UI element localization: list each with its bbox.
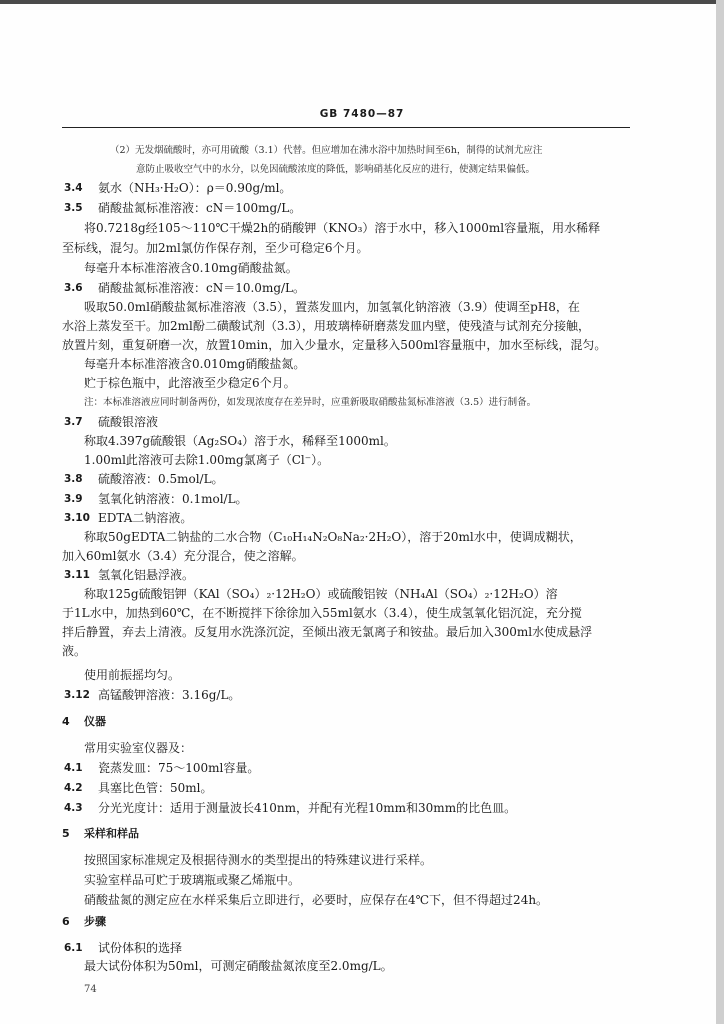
- body-line: 放置片刻，重复研磨一次，放置10min，加入少量水，定量移入500ml容量瓶中，加水至标线，混匀。: [62, 338, 607, 352]
- header-rule: [62, 127, 630, 128]
- clause-number: 3.6: [64, 282, 83, 294]
- note-line: （2）无发烟硫酸时，亦可用硫酸（3.1）代替。但应增加在沸水浴中加热时间至6h，制得的试剂尤应注: [110, 145, 543, 156]
- body-line: 吸取50.0ml硝酸盐氮标准溶液（3.5），置蒸发皿内，加氢氧化钠溶液（3.9）使调至pH8，在: [84, 300, 580, 314]
- section-number: 6: [62, 915, 70, 928]
- clause-text: 具塞比色管：50ml。: [98, 781, 213, 795]
- section-number: 5: [62, 827, 70, 840]
- body-line: 拌后静置，弃去上清液。反复用水洗涤沉淀，至倾出液无氯离子和铵盐。最后加入300ml水使成悬浮: [62, 625, 593, 639]
- clause-number: 4.2: [64, 782, 83, 794]
- body-line: 称取50gEDTA二钠盐的二水合物（C₁₀H₁₄N₂O₈Na₂·2H₂O），溶于20ml水中，使调成糊状，: [84, 530, 582, 544]
- note-line: 注：本标准溶液应同时制备两份，如发现浓度存在差异时，应重新吸取硝酸盐氮标准溶液（3.5）进行制备。: [84, 397, 537, 408]
- clause-text: 分光光度计：适用于测量波长410nm，并配有光程10mm和30mm的比色皿。: [98, 801, 517, 815]
- clause-text: EDTA二钠溶液。: [98, 511, 193, 525]
- note-line: 意防止吸收空气中的水分，以免因硫酸浓度的降低，影响硝基化反应的进行，使测定结果偏低。: [136, 164, 536, 175]
- clause-number: 3.8: [64, 473, 83, 485]
- page-number: 74: [84, 984, 97, 995]
- scan-top-edge: [0, 0, 724, 4]
- body-line: 至标线，混匀。加2ml氯仿作保存剂，至少可稳定6个月。: [62, 241, 369, 255]
- clause-text: 氨水（NH₃·H₂O）：ρ＝0.90g/ml。: [98, 181, 292, 195]
- clause-text: 高锰酸钾溶液：3.16g/L。: [98, 688, 241, 702]
- standard-header: GB 7480—87: [319, 108, 405, 120]
- body-line: 硝酸盐氮的测定应在水样采集后立即进行，必要时，应保存在4℃下，但不得超过24h。: [84, 893, 549, 907]
- clause-text: 硝酸盐氮标准溶液：cN＝10.0mg/L。: [98, 281, 306, 295]
- body-line: 1.00ml此溶液可去除1.00mg氯离子（Cl⁻）。: [84, 453, 330, 467]
- body-line: 最大试份体积为50ml，可测定硝酸盐氮浓度至2.0mg/L。: [84, 959, 393, 973]
- body-line: 每毫升本标准溶液含0.10mg硝酸盐氮。: [84, 261, 298, 275]
- body-line: 每毫升本标准溶液含0.010mg硝酸盐氮。: [84, 357, 306, 371]
- scan-right-edge: [716, 0, 724, 1024]
- clause-number: 4.1: [64, 762, 83, 774]
- clause-text: 瓷蒸发皿：75～100ml容量。: [98, 761, 260, 775]
- body-line: 于1L水中，加热到60℃，在不断搅拌下徐徐加入55ml氨水（3.4），使生成氢氧化铝沉淀，充分搅: [62, 606, 582, 620]
- clause-number: 4.3: [64, 802, 83, 814]
- body-line: 使用前振摇均匀。: [84, 668, 181, 682]
- clause-text: 硫酸银溶液: [98, 415, 159, 429]
- body-line: 液。: [62, 644, 87, 658]
- clause-number: 3.12: [64, 689, 90, 701]
- body-line: 加入60ml氨水（3.4）充分混合，使之溶解。: [62, 549, 304, 563]
- body-line: 贮于棕色瓶中，此溶液至少稳定6个月。: [84, 376, 296, 390]
- clause-text: 硝酸盐氮标准溶液：cN＝100mg/L。: [98, 201, 302, 215]
- section-title: 仪器: [84, 715, 106, 728]
- clause-text: 氢氧化钠溶液：0.1mol/L。: [98, 492, 248, 506]
- clause-text: 硫酸溶液：0.5mol/L。: [98, 472, 224, 486]
- body-line: 称取125g硫酸铝钾（KAl（SO₄）₂·12H₂O）或硫酸铝铵（NH₄Al（SO₄）₂·12H₂O）溶: [84, 587, 558, 601]
- clause-number: 6.1: [64, 942, 83, 954]
- body-line: 常用实验室仪器及：: [84, 741, 193, 755]
- clause-number: 3.5: [64, 202, 83, 214]
- clause-number: 3.11: [64, 569, 90, 581]
- clause-text: 试份体积的选择: [98, 941, 183, 955]
- clause-text: 氢氧化铝悬浮液。: [98, 568, 195, 582]
- section-number: 4: [62, 715, 70, 728]
- clause-number: 3.9: [64, 493, 83, 505]
- clause-number: 3.7: [64, 416, 83, 428]
- body-line: 称取4.397g硫酸银（Ag₂SO₄）溶于水，稀释至1000ml。: [84, 434, 396, 448]
- section-title: 步骤: [84, 915, 106, 928]
- section-title: 采样和样品: [84, 827, 139, 840]
- body-line: 将0.7218g经105～110℃干燥2h的硝酸钾（KNO₃）溶于水中，移入1000ml容量瓶，用水稀释: [84, 221, 601, 235]
- clause-number: 3.10: [64, 512, 90, 524]
- body-line: 按照国家标准规定及根据待测水的类型提出的特殊建议进行采样。: [84, 853, 433, 867]
- body-line: 水浴上蒸发至干。加2ml酚二磺酸试剂（3.3），用玻璃棒研磨蒸发皿内壁，使残渣与试剂充分接触，: [62, 319, 590, 333]
- body-line: 实验室样品可贮于玻璃瓶或聚乙烯瓶中。: [84, 873, 301, 887]
- clause-number: 3.4: [64, 182, 83, 194]
